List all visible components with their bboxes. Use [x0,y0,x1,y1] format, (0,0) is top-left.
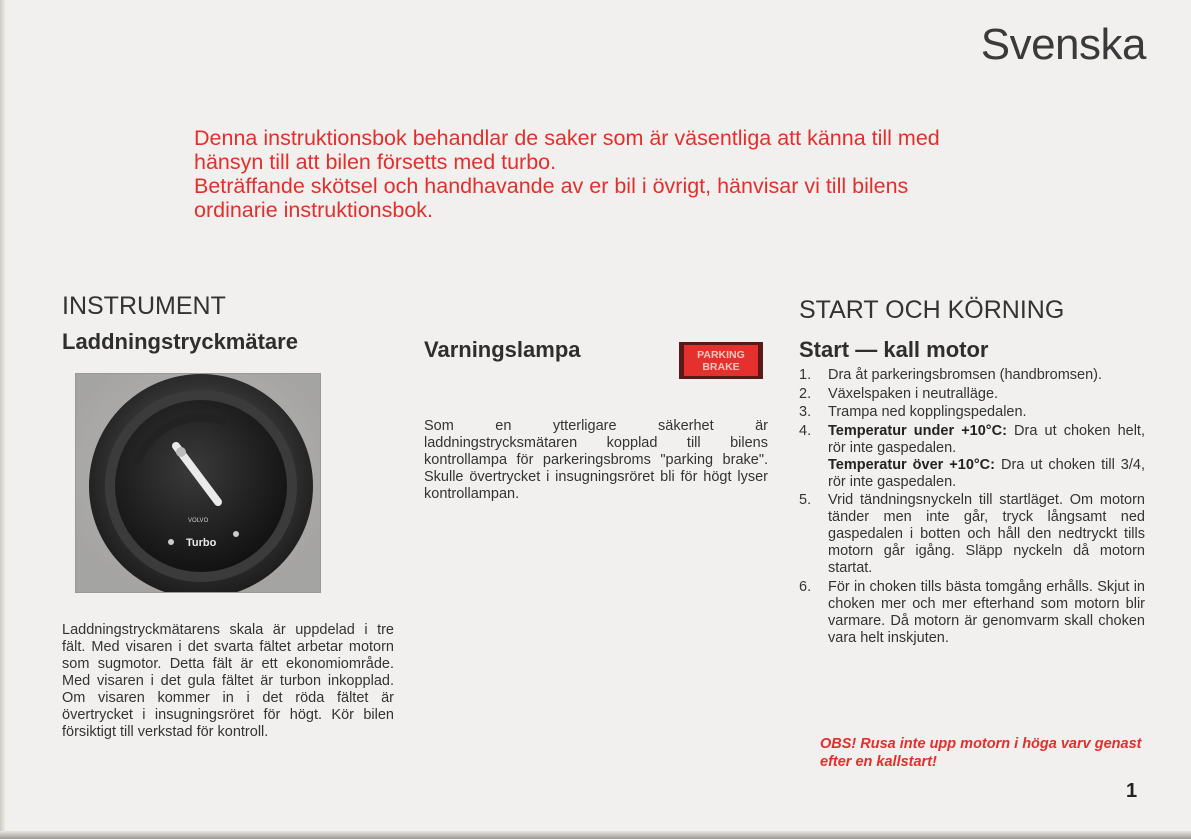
gauge-heading: Laddningstryckmätare [62,329,298,354]
list-item [799,367,1145,384]
step-text: För in choken tills bästa tomgång erhålls. Skjut in choken mer och mer efterhand som motorn blir varmare. Då motorn är genomvarm skall choken vara helt inskjuten. [828,578,1145,646]
intro-text [194,126,994,222]
boost-gauge-photo [75,373,321,593]
warning-lamp-heading: Varningslampa [424,337,581,362]
step-number: 1. [799,367,812,383]
intro-paragraph-2: Beträffande skötsel och handhavande av er bil i övrigt, hänvisar vi till bilens ordinarie instruktionsbok. [194,174,909,222]
start-steps-list [799,367,1145,648]
gauge-brand-label: VOLVO [188,518,209,524]
step-number: 2. [799,385,812,402]
list-item [799,492,1145,577]
step-text: Trampa ned kopplingspedalen. [828,404,1027,420]
list-item [799,386,1145,403]
lamp-label-line2: BRAKE [702,360,740,373]
gauge-description [62,622,394,741]
instrument-section-title: INSTRUMENT [62,292,226,320]
page-bottom-edge [0,831,1191,839]
cold-start-warning: OBS! Rusa inte upp motorn i höga varv genast efter en kallstart! [820,736,1142,770]
lamp-label-line1: PARKING [697,348,745,361]
list-item [799,579,1145,647]
start-section-title: START OCH KÖRNING [799,296,1065,324]
page-edge [0,0,6,839]
language-title: Svenska [980,20,1146,69]
step-bold-text: Temperatur under +10°C: [828,422,1007,439]
warning-lamp-description [424,418,768,503]
step-text: Dra ut choken helt, rör inte gaspedalen. [828,422,1145,456]
list-item [799,423,1145,491]
warning-lamp-description-text: Som en ytterligare säkerhet är laddningstrycksmätaren kopplad till bilens kontrollampa för parkeringsbroms "parking brake". Skulle övertrycket i insugningsröret bli för högt lyser kontrollampan. [424,418,768,502]
gauge-description-text: Laddningstryckmätarens skala är uppdelad i tre fält. Med visaren i det svarta fältet arbetar motorn som sugmotor. Detta fält är ett ekonomiområde. Med visaren i det gula fältet är turbon inkopplad. Om visaren kommer in i det röda fältet är övertrycket i insugningsröret för högt. Kör bilen försiktigt till verkstad för kontroll. [62,622,394,740]
step-number: 5. [799,492,812,508]
step-text: Vrid tändningsnyckeln till startläget. Om motorn tänder men inte går, tryck långsamt ned gaspedalen i botten och håll den nedtryckt tills motorn går igång. Släpp nyckeln då motorn startat. [828,492,1145,576]
list-item [799,404,1145,421]
page-number: 1 [1126,780,1138,802]
step-number: 6. [799,578,812,595]
gauge-turbo-label: Turbo [186,537,217,549]
parking-brake-lamp-icon [679,342,763,379]
start-heading: Start — kall motor [799,337,989,362]
intro-paragraph-1: Denna instruktionsbok behandlar de saker som är väsentliga att känna till med hänsyn till att bilen försetts med turbo. [194,126,940,174]
step-number: 4. [799,422,812,439]
boost-gauge-icon [76,374,320,592]
step-text: Växelspaken i neutralläge. [828,385,999,402]
step-bold-text: Temperatur över +10°C: [828,456,995,473]
step-text: Dra ut choken till 3/4, rör inte gaspedalen. [828,456,1145,490]
step-number: 3. [799,404,812,420]
step-text: Dra åt parkeringsbromsen (handbromsen). [828,367,1103,383]
step-extra [828,457,1145,491]
